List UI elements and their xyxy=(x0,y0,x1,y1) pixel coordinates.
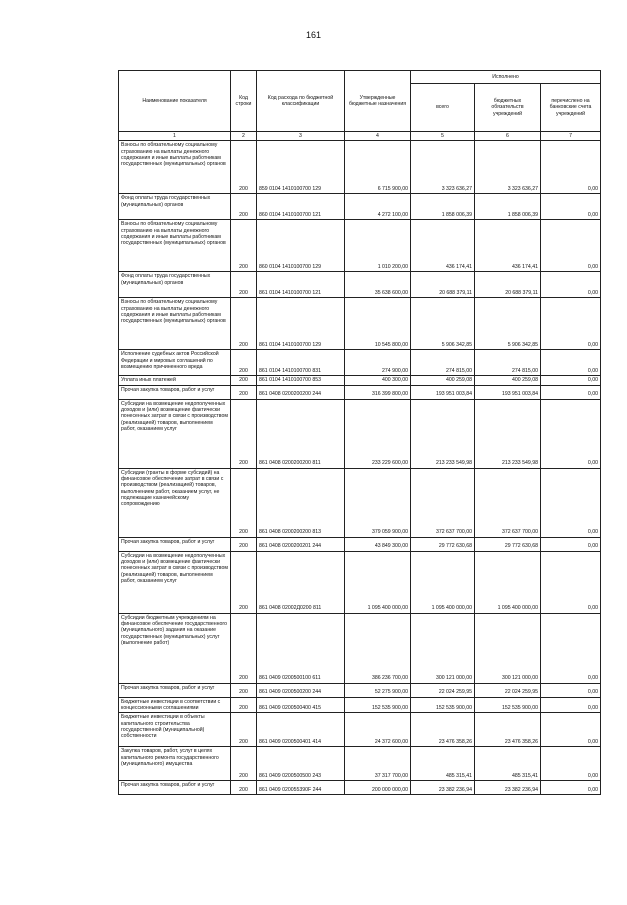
table-row xyxy=(119,385,601,399)
row-code: 200 xyxy=(231,272,257,298)
row-kbk: 859 0104 1410100700 129 xyxy=(257,141,345,194)
row-approved: 6 715 900,00 xyxy=(345,141,411,194)
execution-report-table xyxy=(118,70,601,795)
header-total: всего xyxy=(411,84,475,132)
row-total: 1 095 400 000,00 xyxy=(411,551,475,613)
row-code: 200 xyxy=(231,781,257,795)
header-executed: Исполнено xyxy=(411,71,601,84)
row-name: Прочая закупка товаров, работ и услуг xyxy=(119,385,231,399)
row-transferred: 0,00 xyxy=(541,385,601,399)
column-number: 3 xyxy=(257,132,345,141)
row-name: Фонд оплаты труда государственных (муниципальных) органов xyxy=(119,194,231,220)
row-approved: 35 638 600,00 xyxy=(345,272,411,298)
row-total: 485 315,41 xyxy=(411,747,475,781)
row-kbk: 861 0409 0200500500 243 xyxy=(257,747,345,781)
row-total: 300 121 000,00 xyxy=(411,613,475,683)
table-row xyxy=(119,613,601,683)
row-code: 200 xyxy=(231,551,257,613)
row-approved: 274 900,00 xyxy=(345,350,411,376)
row-transferred: 0,00 xyxy=(541,399,601,468)
row-name: Прочая закупка товаров, работ и услуг xyxy=(119,781,231,795)
row-approved: 379 059 900,00 xyxy=(345,468,411,537)
row-transferred: 0,00 xyxy=(541,376,601,385)
table-row xyxy=(119,399,601,468)
table-row xyxy=(119,298,601,350)
row-total: 23 476 358,26 xyxy=(411,713,475,747)
row-approved: 43 849 300,00 xyxy=(345,537,411,551)
row-name: Взносы по обязательному социальному страхованию на выплаты денежного содержания и иные выплаты работникам государственных (муниципальных) органов xyxy=(119,220,231,272)
header-transferred: перечислено на банковские счета учреждений xyxy=(541,84,601,132)
row-obligations: 23 382 236,94 xyxy=(475,781,541,795)
row-name: Субсидии (гранты в форме субсидий) на финансовое обеспечение затрат в связи с производством (реализацией) товаров, выполнением работ, оказанием услуг, не подлежащие казначейскому сопровождению xyxy=(119,468,231,537)
row-obligations: 213 233 549,98 xyxy=(475,399,541,468)
row-name: Фонд оплаты труда государственных (муниципальных) органов xyxy=(119,272,231,298)
row-kbk: 861 0104 1410100700 853 xyxy=(257,376,345,385)
row-name: Бюджетные инвестиции в соответствии с концессионными соглашениями xyxy=(119,697,231,713)
row-kbk: 861 0408 0200200200 244 xyxy=(257,385,345,399)
row-obligations: 436 174,41 xyxy=(475,220,541,272)
table-row xyxy=(119,683,601,697)
row-obligations: 300 121 000,00 xyxy=(475,613,541,683)
row-obligations: 193 951 003,84 xyxy=(475,385,541,399)
row-code: 200 xyxy=(231,747,257,781)
row-approved: 10 545 800,00 xyxy=(345,298,411,350)
row-approved: 400 300,00 xyxy=(345,376,411,385)
row-obligations: 372 637 700,00 xyxy=(475,468,541,537)
row-approved: 37 317 700,00 xyxy=(345,747,411,781)
row-approved: 1 095 400 000,00 xyxy=(345,551,411,613)
table-row xyxy=(119,376,601,385)
row-obligations: 1 858 006,39 xyxy=(475,194,541,220)
row-obligations: 274 815,00 xyxy=(475,350,541,376)
row-obligations: 3 323 636,27 xyxy=(475,141,541,194)
row-transferred: 0,00 xyxy=(541,272,601,298)
row-transferred: 0,00 xyxy=(541,141,601,194)
row-total: 3 323 636,27 xyxy=(411,141,475,194)
row-kbk: 861 0409 020055390F 244 xyxy=(257,781,345,795)
column-number-row xyxy=(119,132,601,141)
table-row xyxy=(119,551,601,613)
row-name: Субсидии бюджетным учреждениям на финансовое обеспечение государственного (муниципального) задания на оказание государственных (муниципальных) услуг (выполнение работ) xyxy=(119,613,231,683)
row-name: Взносы по обязательному социальному страхованию на выплаты денежного содержания и иные выплаты работникам государственных (муниципальных) органов xyxy=(119,141,231,194)
header-budget-obligations: бюджетных обязательств учреждений xyxy=(475,84,541,132)
row-code: 200 xyxy=(231,399,257,468)
header-kbk: Код расхода по бюджетной классификации xyxy=(257,71,345,132)
row-transferred: 0,00 xyxy=(541,613,601,683)
header-name: Наименование показателя xyxy=(119,71,231,132)
row-kbk: 861 0408 0200200201 244 xyxy=(257,537,345,551)
row-code: 200 xyxy=(231,713,257,747)
page-number: 161 xyxy=(305,30,322,40)
column-number: 5 xyxy=(411,132,475,141)
table-row xyxy=(119,781,601,795)
table-row xyxy=(119,747,601,781)
row-code: 200 xyxy=(231,376,257,385)
row-code: 200 xyxy=(231,468,257,537)
row-name: Взносы по обязательному социальному страхованию на выплаты денежного содержания и иные выплаты работникам государственных (муниципальных) органов xyxy=(119,298,231,350)
row-name: Прочая закупка товаров, работ и услуг xyxy=(119,683,231,697)
column-number: 6 xyxy=(475,132,541,141)
table-row xyxy=(119,713,601,747)
row-approved: 316 399 800,00 xyxy=(345,385,411,399)
row-transferred: 0,00 xyxy=(541,194,601,220)
row-code: 200 xyxy=(231,385,257,399)
row-kbk: 861 0409 0200500401 414 xyxy=(257,713,345,747)
row-code: 200 xyxy=(231,697,257,713)
row-approved: 24 372 600,00 xyxy=(345,713,411,747)
row-approved: 1 010 200,00 xyxy=(345,220,411,272)
row-total: 22 024 259,95 xyxy=(411,683,475,697)
row-code: 200 xyxy=(231,298,257,350)
row-total: 274 815,00 xyxy=(411,350,475,376)
row-transferred: 0,00 xyxy=(541,713,601,747)
row-kbk: 861 0104 1410100700 831 xyxy=(257,350,345,376)
row-approved: 4 272 100,00 xyxy=(345,194,411,220)
row-total: 20 688 379,11 xyxy=(411,272,475,298)
row-kbk: 861 0408 0200200200 813 xyxy=(257,468,345,537)
row-obligations: 152 535 900,00 xyxy=(475,697,541,713)
row-total: 372 637 700,00 xyxy=(411,468,475,537)
table-row xyxy=(119,468,601,537)
row-transferred: 0,00 xyxy=(541,781,601,795)
row-kbk: 861 0409 0200500200 244 xyxy=(257,683,345,697)
row-total: 29 772 630,68 xyxy=(411,537,475,551)
row-kbk: 861 0409 0200500100 611 xyxy=(257,613,345,683)
row-transferred: 0,00 xyxy=(541,747,601,781)
row-total: 1 858 006,39 xyxy=(411,194,475,220)
column-number: 1 xyxy=(119,132,231,141)
row-total: 400 259,08 xyxy=(411,376,475,385)
table-row xyxy=(119,220,601,272)
table-row xyxy=(119,537,601,551)
row-total: 193 951 003,84 xyxy=(411,385,475,399)
header-code: Код строки xyxy=(231,71,257,132)
row-obligations: 23 476 358,26 xyxy=(475,713,541,747)
row-name: Закупка товаров, работ, услуг в целях капитального ремонта государственного (муниципального) имущества xyxy=(119,747,231,781)
row-transferred: 0,00 xyxy=(541,697,601,713)
row-kbk: 861 0104 1410100700 121 xyxy=(257,272,345,298)
row-name: Исполнение судебных актов Российской Федерации и мировых соглашений по возмещению причиненного вреда xyxy=(119,350,231,376)
table-row xyxy=(119,141,601,194)
row-approved: 152 535 900,00 xyxy=(345,697,411,713)
table-row xyxy=(119,697,601,713)
row-total: 436 174,41 xyxy=(411,220,475,272)
row-approved: 386 236 700,00 xyxy=(345,613,411,683)
row-transferred: 0,00 xyxy=(541,220,601,272)
row-obligations: 1 095 400 000,00 xyxy=(475,551,541,613)
row-transferred: 0,00 xyxy=(541,468,601,537)
header-approved: Утвержденные бюджетные назначения xyxy=(345,71,411,132)
row-kbk: 861 0104 1410100700 129 xyxy=(257,298,345,350)
row-transferred: 0,00 xyxy=(541,350,601,376)
row-transferred: 0,00 xyxy=(541,551,601,613)
row-kbk: 860 0104 1410100700 121 xyxy=(257,194,345,220)
row-code: 200 xyxy=(231,350,257,376)
row-code: 200 xyxy=(231,537,257,551)
table-row xyxy=(119,350,601,376)
table-row xyxy=(119,194,601,220)
row-total: 213 233 549,98 xyxy=(411,399,475,468)
row-transferred: 0,00 xyxy=(541,683,601,697)
row-transferred: 0,00 xyxy=(541,537,601,551)
row-name: Уплата иных платежей xyxy=(119,376,231,385)
row-approved: 52 275 900,00 xyxy=(345,683,411,697)
row-name: Бюджетные инвестиции в объекты капитального строительства государственной (муниципальной) собственности xyxy=(119,713,231,747)
row-approved: 233 229 600,00 xyxy=(345,399,411,468)
row-code: 200 xyxy=(231,683,257,697)
column-number: 2 xyxy=(231,132,257,141)
row-code: 200 xyxy=(231,194,257,220)
row-code: 200 xyxy=(231,141,257,194)
row-obligations: 400 259,08 xyxy=(475,376,541,385)
table-row xyxy=(119,272,601,298)
row-total: 5 906 342,85 xyxy=(411,298,475,350)
table-body xyxy=(119,141,601,795)
row-kbk: 861 0408 02002Д0200 811 xyxy=(257,551,345,613)
row-obligations: 5 906 342,85 xyxy=(475,298,541,350)
row-code: 200 xyxy=(231,613,257,683)
row-total: 23 382 236,94 xyxy=(411,781,475,795)
row-obligations: 29 772 630,68 xyxy=(475,537,541,551)
row-obligations: 485 315,41 xyxy=(475,747,541,781)
row-name: Субсидии на возмещение недополученных доходов и (или) возмещение фактически понесенных затрат в связи с производством (реализацией) товаров, выполнением работ, оказанием услуг xyxy=(119,399,231,468)
row-obligations: 20 688 379,11 xyxy=(475,272,541,298)
row-name: Субсидии на возмещение недополученных доходов и (или) возмещение фактически понесенных затрат в связи с производством (реализацией) товаров, выполнением работ, оказанием услуг xyxy=(119,551,231,613)
row-code: 200 xyxy=(231,220,257,272)
column-number: 4 xyxy=(345,132,411,141)
row-obligations: 22 024 259,95 xyxy=(475,683,541,697)
row-kbk: 861 0408 0200200200 811 xyxy=(257,399,345,468)
row-transferred: 0,00 xyxy=(541,298,601,350)
row-name: Прочая закупка товаров, работ и услуг xyxy=(119,537,231,551)
column-number: 7 xyxy=(541,132,601,141)
row-total: 152 535 900,00 xyxy=(411,697,475,713)
row-approved: 200 000 000,00 xyxy=(345,781,411,795)
row-kbk: 860 0104 1410100700 129 xyxy=(257,220,345,272)
row-kbk: 861 0409 0200500400 415 xyxy=(257,697,345,713)
